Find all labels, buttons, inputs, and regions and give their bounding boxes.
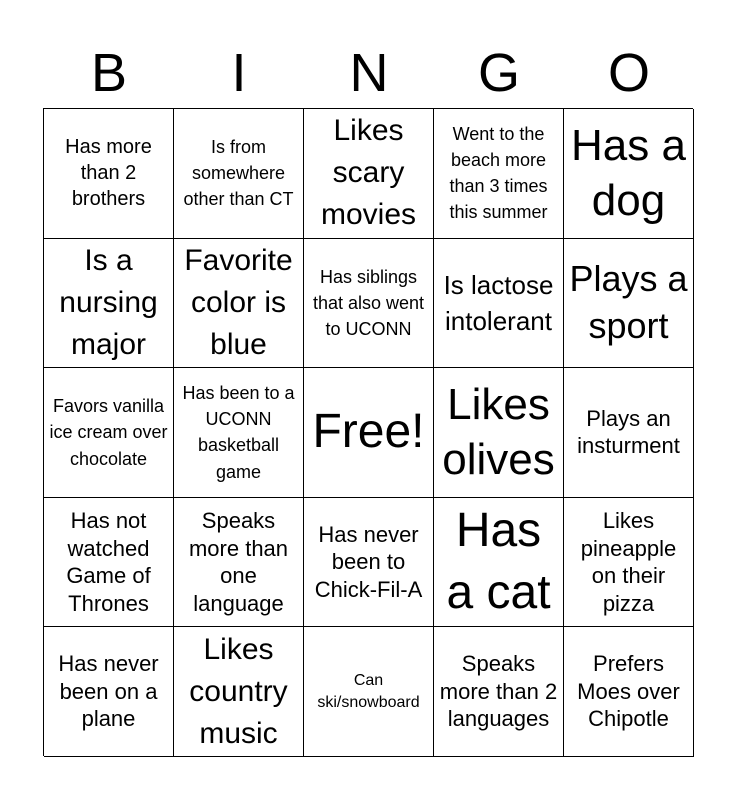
cell-text: Favorite color is blue: [184, 243, 293, 361]
header-letter-o: O: [607, 43, 650, 103]
bingo-cell[interactable]: [44, 627, 174, 757]
cell-text: Has never been to Chick-Fil-A: [314, 521, 423, 602]
bingo-cell[interactable]: [434, 498, 564, 628]
cell-text: Has siblings that also went to UCONN: [312, 266, 425, 339]
cell-text: Is from somewhere other than CT: [183, 137, 294, 210]
cell-text: Has more than 2 brothers: [65, 136, 152, 211]
bingo-cell[interactable]: [434, 627, 564, 757]
cell-text: Can ski/snowboard: [317, 672, 420, 711]
cell-text: Speaks more than 2 languages: [439, 651, 558, 732]
bingo-cell[interactable]: [564, 109, 694, 239]
bingo-cell-free[interactable]: [304, 368, 434, 498]
bingo-cell[interactable]: [44, 498, 174, 628]
bingo-cell[interactable]: [564, 498, 694, 628]
header-letter-i: I: [231, 43, 247, 103]
bingo-cell[interactable]: [434, 109, 564, 239]
cell-text: Likes olives: [442, 380, 555, 485]
bingo-cell[interactable]: [44, 368, 174, 498]
cell-text: Speaks more than one language: [188, 508, 289, 616]
bingo-cell[interactable]: [304, 498, 434, 628]
cell-text: Favors vanilla ice cream over chocolate: [49, 396, 168, 469]
cell-text: Is lactose intolerant: [443, 269, 554, 336]
bingo-cell[interactable]: [304, 627, 434, 757]
bingo-cell[interactable]: [304, 239, 434, 369]
cell-text: Went to the beach more than 3 times this summer: [449, 124, 548, 223]
bingo-cell[interactable]: [44, 109, 174, 239]
bingo-cell[interactable]: [174, 498, 304, 628]
bingo-cell[interactable]: [564, 239, 694, 369]
bingo-cell[interactable]: [174, 239, 304, 369]
bingo-grid: [43, 108, 693, 756]
cell-text: Prefers Moes over Chipotle: [577, 651, 680, 732]
cell-text: Has never been on a plane: [58, 651, 159, 732]
bingo-cell[interactable]: [564, 368, 694, 498]
bingo-cell[interactable]: [174, 109, 304, 239]
cell-text: Has not watched Game of Thrones: [66, 508, 151, 616]
bingo-cell[interactable]: [304, 109, 434, 239]
header-letter-n: N: [349, 43, 389, 103]
bingo-cell[interactable]: [174, 368, 304, 498]
bingo-cell[interactable]: [434, 239, 564, 369]
cell-text: Likes country music: [189, 632, 288, 750]
header-letter-b: B: [90, 43, 128, 103]
cell-text: Has been to a UCONN basketball game: [182, 383, 295, 482]
cell-text: Has a cat: [446, 503, 551, 620]
free-space-text: Free!: [312, 405, 425, 459]
cell-text: Likes pineapple on their pizza: [580, 508, 677, 616]
cell-text: Has a dog: [571, 121, 686, 226]
bingo-cell[interactable]: [174, 627, 304, 757]
bingo-header: [44, 40, 694, 106]
bingo-cell[interactable]: [434, 368, 564, 498]
cell-text: Is a nursing major: [59, 243, 158, 361]
cell-text: Plays an insturment: [577, 405, 680, 459]
bingo-cell[interactable]: [564, 627, 694, 757]
cell-text: Plays a sport: [569, 258, 688, 346]
header-letter-g: G: [477, 43, 520, 103]
bingo-cell[interactable]: [44, 239, 174, 369]
cell-text: Likes scary movies: [320, 114, 417, 232]
